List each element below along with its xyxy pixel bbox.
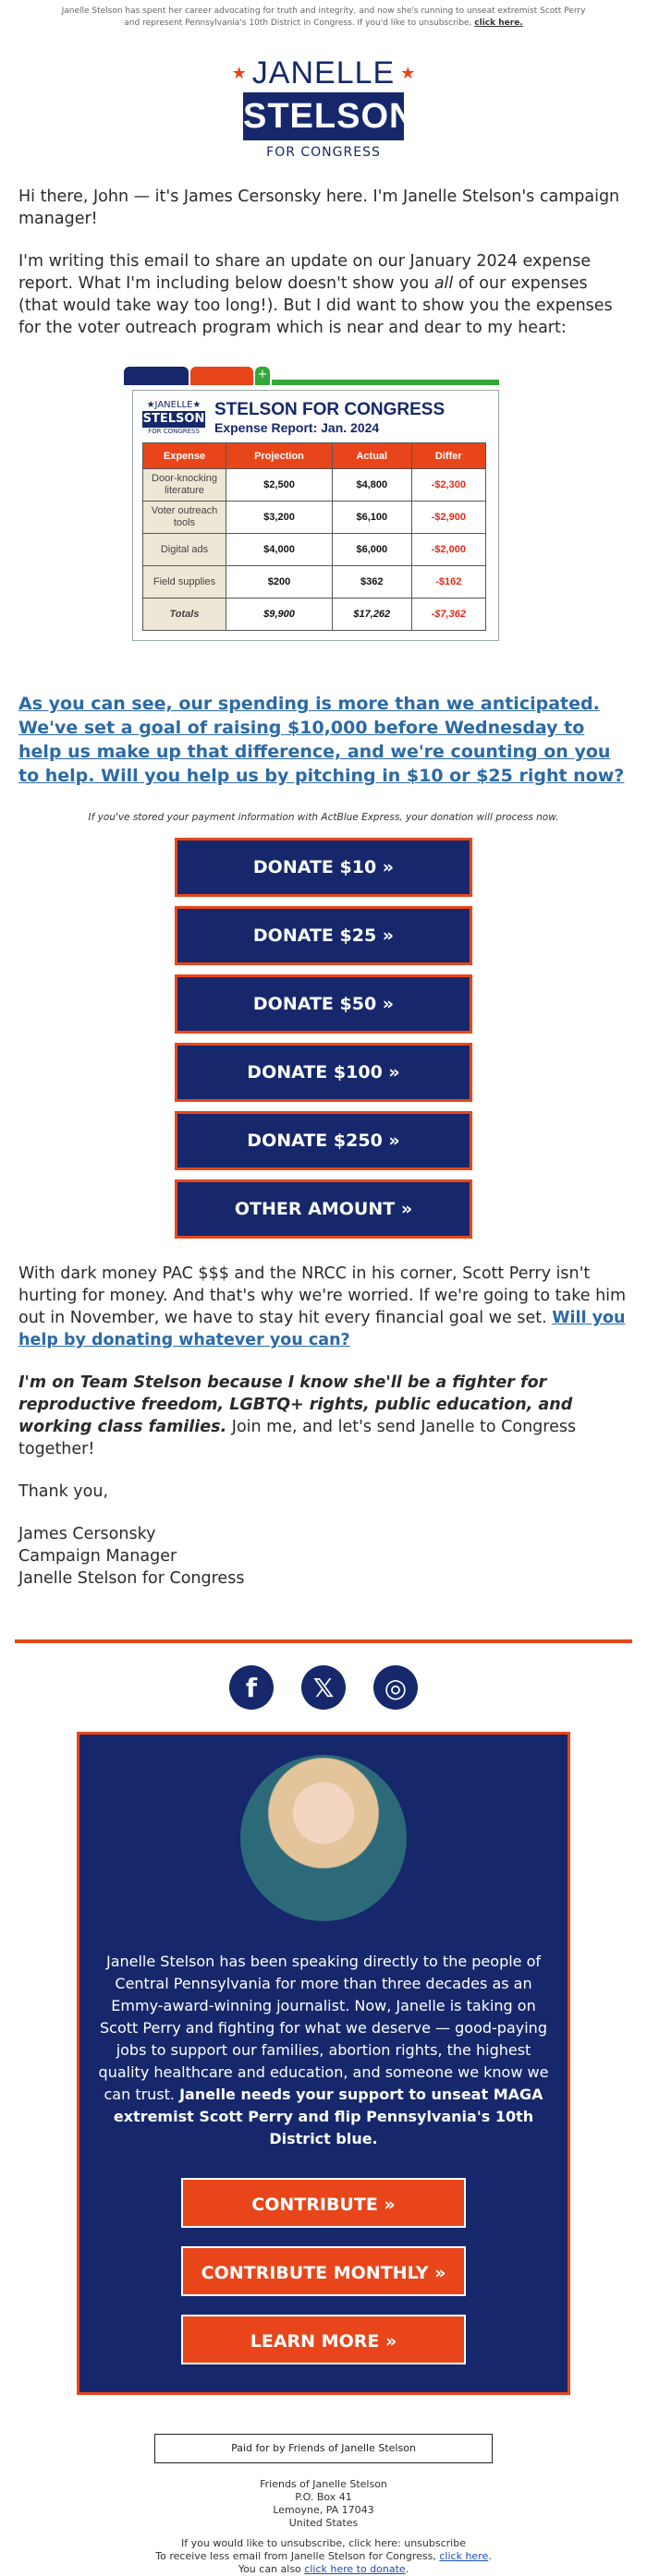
expense-header: Differ xyxy=(411,443,485,469)
folder-tab-navy xyxy=(124,367,189,385)
greeting-paragraph: Hi there, John — it's James Cersonsky here. I'm Janelle Stelson's campaign manager! xyxy=(18,187,620,228)
actblue-note: If you've stored your payment information with ActBlue Express, your donation will process now. xyxy=(88,812,559,823)
thanks: Thank you, xyxy=(18,1482,109,1501)
team-paragraph: I'm on Team Stelson because I know she'll be a fighter for reproductive freedom, LGBTQ+ rights, public education, and working class families. Join me, and let's send Janelle to Congress together! xyxy=(18,1373,577,1458)
expense-title: STELSON FOR CONGRESS xyxy=(214,400,446,419)
table-row: Voter outreach tools $3,200 $6,100 -$2,900 xyxy=(143,502,486,534)
contribute-button[interactable]: CONTRIBUTE » xyxy=(181,2178,466,2228)
campaign-logo xyxy=(231,55,416,160)
preheader-text: Janelle Stelson has spent her career advocating for truth and integrity, and now she's running to unseat extremist Scott Perry and represent Pennsylvania's 10th District in Congress. If you'd like to unsubscribe, xyxy=(61,6,586,28)
table-row: Digital ads $4,000 $6,000 -$2,000 xyxy=(143,534,486,566)
orange-divider xyxy=(15,1639,632,1643)
learn-more-button[interactable]: LEARN MORE » xyxy=(181,2315,466,2364)
table-row: Field supplies $200 $362 -$162 xyxy=(143,566,486,599)
expense-subtitle: Expense Report: Jan. 2024 xyxy=(214,420,380,435)
x-twitter-icon[interactable]: 𝕏 xyxy=(301,1665,346,1710)
donate-50-button[interactable]: DONATE $50 » xyxy=(175,974,472,1034)
donate-25-button[interactable]: DONATE $25 » xyxy=(175,906,472,965)
expense-card xyxy=(132,390,499,641)
candidate-panel xyxy=(77,1732,570,2395)
body-paragraph: With dark money PAC $$$ and the NRCC in his corner, Scott Perry isn't hurting for money. And that's why we're worried. If we're going to take him out in November, we have to stay hit every financial goal we set. Will you help by donating whatever you can? xyxy=(18,1264,627,1349)
footer-donate-link[interactable]: click here to donate xyxy=(304,2563,406,2575)
candidate-bio: Janelle Stelson has been speaking directly to the people of Central Pennsylvania for more than three decades as an Emmy-award-winning journalist. Now, Janelle is taking on Scott Perry and fighting for what we deserve — good-paying jobs to support our families, abortion rights, the highest quality healthcare and education, and someone we know we can trust. Janelle needs your support to unseat MAGA extremist Scott Perry and flip Pennsylvania's 10th District blue. xyxy=(98,1953,549,2147)
signature: James Cersonsky Campaign Manager Janelle Stelson for Congress xyxy=(18,1525,245,1588)
table-total-row: Totals $9,900 $17,262 -$7,362 xyxy=(143,599,486,631)
fundraising-goal-link[interactable]: As you can see, our spending is more than we anticipated. We've set a goal of raising $10,000 before Wednesday to help us make up that difference, and we're counting on you to help. Will you help us by pitching in $10 or $25 right now? xyxy=(18,694,625,786)
candidate-photo xyxy=(240,1755,407,1921)
donate-whatever-link[interactable]: Will you help by donating whatever you can? xyxy=(18,1309,626,1349)
logo-subtitle: FOR CONGRESS xyxy=(266,145,381,160)
facebook-icon[interactable]: f xyxy=(229,1665,274,1710)
donate-10-button[interactable]: DONATE $10 » xyxy=(175,838,472,897)
expense-table xyxy=(142,442,486,631)
folder-tab-green-plus-icon: + xyxy=(255,367,270,385)
donate-buttons xyxy=(0,838,647,1239)
expense-header: Expense xyxy=(143,443,226,469)
instagram-icon[interactable]: ◎ xyxy=(373,1665,418,1710)
star-icon: ★ xyxy=(231,63,247,83)
less-email-link[interactable]: click here xyxy=(439,2550,489,2562)
logo-last-name: STELSON xyxy=(243,92,404,140)
paid-for-box: Paid for by Friends of Janelle Stelson xyxy=(154,2434,493,2463)
donate-250-button[interactable]: DONATE $250 » xyxy=(175,1111,472,1170)
star-icon: ★ xyxy=(400,63,416,83)
footer: Friends of Janelle Stelson P.O. Box 41 Lemoyne, PA 17043 United States If you would like to unsubscribe, click here: unsubscribe To receive less email from Janelle Stelson for Congress, click here. You can also click here to donate. xyxy=(0,2478,647,2576)
folder-tab-orange xyxy=(190,367,253,385)
expense-header: Projection xyxy=(226,443,333,469)
social-links xyxy=(0,1665,647,1710)
donate-100-button[interactable]: DONATE $100 » xyxy=(175,1043,472,1102)
table-row: Door-knocking literature $2,500 $4,800 -$2,300 xyxy=(143,469,486,502)
mini-logo: ★JANELLE★ STELSON FOR CONGRESS xyxy=(142,400,205,435)
intro-paragraph: I'm writing this email to share an update on our January 2024 expense report. What I'm including below doesn't show you all of our expenses (that would take way too long!). But I did want to show you the expenses for the voter outreach program which is near and dear to my heart: xyxy=(18,252,613,337)
contribute-monthly-button[interactable]: CONTRIBUTE MONTHLY » xyxy=(181,2246,466,2296)
preheader-unsubscribe-link[interactable]: click here. xyxy=(474,18,523,28)
preheader xyxy=(0,0,647,30)
folder-green-strip xyxy=(272,380,499,385)
unsubscribe-text[interactable]: If you would like to unsubscribe, click here: unsubscribe xyxy=(181,2537,466,2549)
expense-report-image xyxy=(120,367,501,651)
expense-header: Actual xyxy=(333,443,412,469)
logo-first-name: JANELLE xyxy=(251,55,396,91)
donate-other-amount-button[interactable]: OTHER AMOUNT » xyxy=(175,1179,472,1239)
